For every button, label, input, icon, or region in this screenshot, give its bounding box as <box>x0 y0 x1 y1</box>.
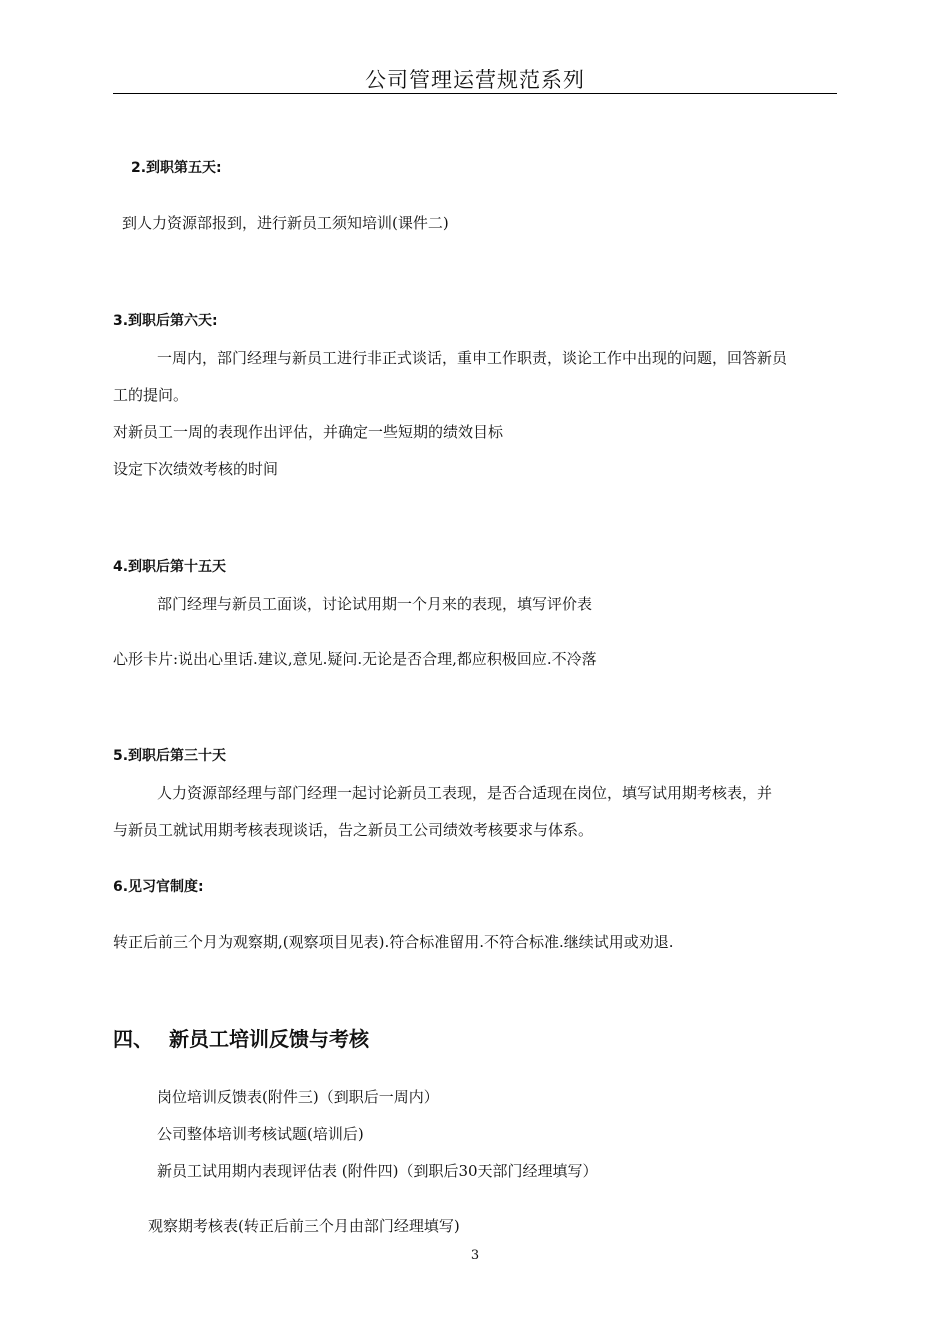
section-2-heading: 2.到职第五天: <box>131 160 222 176</box>
chapter-4-item: 公司整体培训考核试题(培训后) <box>157 1125 364 1143</box>
section-5-heading: 5.到职后第三十天 <box>113 748 227 764</box>
chapter-4-title: 新员工培训反馈与考核 <box>169 1027 369 1051</box>
section-3-paragraph-3: 设定下次绩效考核的时间 <box>113 460 279 478</box>
section-5-paragraph-line-2: 与新员工就试用期考核表现谈话，告之新员工公司绩效考核要求与体系。 <box>113 821 594 839</box>
section-6-heading: 6.见习官制度: <box>113 879 204 895</box>
section-3-heading: 3.到职后第六天: <box>113 313 218 329</box>
chapter-4-item: 岗位培训反馈表(附件三)（到职后一周内） <box>157 1088 439 1106</box>
header-rule <box>113 93 837 94</box>
section-4-paragraph-1: 部门经理与新员工面谈，讨论试用期一个月来的表现，填写评价表 <box>157 595 593 613</box>
section-4-paragraph-2: 心形卡片:说出心里话.建议,意见.疑问.无论是否合理,都应积极回应.不冷落 <box>113 650 597 668</box>
page-number: 3 <box>470 1248 480 1263</box>
chapter-4-item: 新员工试用期内表现评估表 (附件四)（到职后30天部门经理填写） <box>157 1162 598 1180</box>
section-3-paragraph-2: 对新员工一周的表现作出评估，并确定一些短期的绩效目标 <box>113 423 504 441</box>
chapter-4-number: 四、 <box>113 1027 153 1051</box>
chapter-4-item: 观察期考核表(转正后前三个月由部门经理填写) <box>148 1217 460 1235</box>
section-6-paragraph: 转正后前三个月为观察期,(观察项目见表).符合标准留用.不符合标准.继续试用或劝退. <box>113 933 674 951</box>
section-2-paragraph: 到人力资源部报到，进行新员工须知培训(课件二) <box>122 214 449 232</box>
document-header-title: 公司管理运营规范系列 <box>365 68 585 92</box>
section-4-heading: 4.到职后第十五天 <box>113 559 227 575</box>
section-3-paragraph-line-1: 一周内，部门经理与新员工进行非正式谈话，重申工作职责，谈论工作中出现的问题，回答新员 <box>157 349 788 367</box>
section-3-paragraph-line-2: 工的提问。 <box>113 386 189 404</box>
section-5-paragraph-line-1: 人力资源部经理与部门经理一起讨论新员工表现，是否合适现在岗位，填写试用期考核表，并 <box>157 784 773 802</box>
